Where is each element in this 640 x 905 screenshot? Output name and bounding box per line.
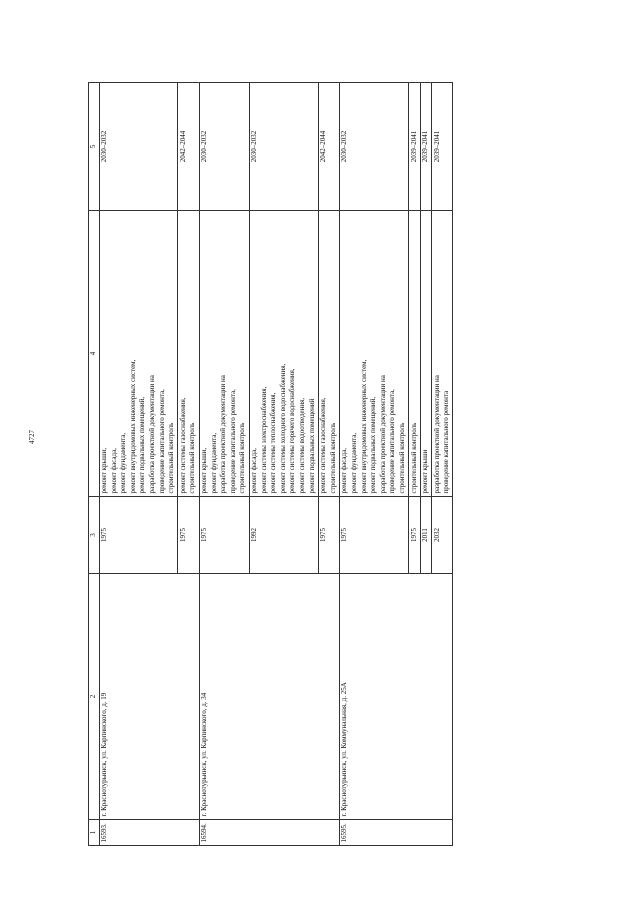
work-item: ремонт подвальных помещений — [307, 398, 316, 494]
period-cell: 2042–2044 — [178, 83, 199, 211]
work-item: строительный контроль — [397, 422, 406, 494]
work-item: ремонт системы водоотведения, — [297, 397, 306, 494]
works-cell — [249, 211, 318, 497]
year-cell: 1975 — [199, 497, 249, 574]
table-body — [89, 83, 453, 846]
work-item: строительный контроль — [328, 422, 337, 494]
entry-number: 16595. — [339, 820, 453, 846]
work-item: ремонт системы теплоснабжения, — [269, 392, 278, 494]
work-item: ремонт крыши, — [200, 447, 209, 494]
work-item: ремонт системы газоснабжения, — [319, 397, 328, 494]
column-number: 3 — [89, 497, 100, 574]
entry-address: г. Краснотурьинск, ул. Коммунальная, д. 25А — [339, 574, 453, 820]
work-item: ремонт фасада, — [250, 448, 258, 494]
works-cell — [339, 211, 408, 497]
year-cell: 2032 — [432, 497, 453, 574]
work-item: строительный контроль — [238, 422, 247, 494]
period-cell: 2039–2041 — [409, 83, 421, 211]
period-cell: 2030–2032 — [339, 83, 408, 211]
period-cell: 2030–2032 — [99, 83, 178, 211]
work-item: строительный контроль — [409, 422, 418, 494]
works-cell — [432, 211, 453, 497]
column-number: 2 — [89, 574, 100, 820]
work-item: строительный контроль — [188, 422, 197, 494]
work-item: проведение капитального ремонта, — [388, 389, 397, 494]
period-cell: 2030–2032 — [249, 83, 318, 211]
repair-schedule-table — [88, 82, 453, 846]
work-item: проведение капитального ремонта, — [228, 389, 237, 494]
period-cell: 2039–2041 — [420, 83, 432, 211]
year-cell: 1975 — [99, 497, 178, 574]
work-item: ремонт фасада, — [109, 448, 118, 494]
year-cell: 1975 — [409, 497, 421, 574]
work-item: разработка проектной документации на — [432, 375, 441, 494]
work-item: ремонт фундамента, — [209, 432, 218, 494]
period-cell: 2030–2032 — [199, 83, 249, 211]
entry-address: г. Краснотурьинск, ул. Карпинского, д. 19 — [99, 574, 199, 820]
work-item: ремонт внутридомовых инженерных систем, — [359, 359, 368, 494]
work-item: ремонт подвальных помещений, — [369, 396, 378, 494]
year-cell: 2011 — [420, 497, 432, 574]
works-cell — [99, 211, 178, 497]
work-item: ремонт системы горячего водоснабжения, — [288, 368, 297, 494]
work-item: ремонт системы электроснабжения, — [259, 386, 268, 494]
works-cell — [199, 211, 249, 497]
work-item: ремонт крыши — [421, 449, 430, 494]
period-cell: 2042–2044 — [318, 83, 339, 211]
work-item: строительный контроль — [167, 422, 176, 494]
works-cell — [318, 211, 339, 497]
work-item: ремонт фундамента, — [119, 432, 128, 494]
table-row — [339, 83, 408, 846]
entry-address: г. Краснотурьинск, ул. Карпинского, д. 34 — [199, 574, 339, 820]
year-cell: 1975 — [178, 497, 199, 574]
table-row — [199, 83, 249, 846]
works-cell — [178, 211, 199, 497]
year-cell: 1992 — [249, 497, 318, 574]
table-wrapper — [88, 83, 518, 846]
work-item: ремонт фундамента, — [349, 432, 358, 494]
work-item: проведение капитального ремонта, — [157, 389, 166, 494]
entry-number: 16593. — [99, 820, 199, 846]
year-cell: 1975 — [318, 497, 339, 574]
column-number: 5 — [89, 83, 100, 211]
page-number: 4727 — [28, 430, 36, 444]
table-row — [99, 83, 178, 846]
work-item: ремонт подвальных помещений, — [138, 396, 147, 494]
year-cell: 1975 — [339, 497, 408, 574]
work-item: разработка проектной документации на — [219, 375, 228, 494]
work-item: ремонт системы холодного водоснабжения, — [278, 363, 287, 494]
column-number-row — [89, 83, 100, 846]
column-number: 1 — [89, 820, 100, 846]
work-item: ремонт внутридомовых инженерных систем, — [128, 359, 137, 494]
work-item: проведение капитального ремонта — [442, 390, 451, 494]
work-item: ремонт системы газоснабжения, — [178, 397, 187, 494]
work-item: ремонт крыши, — [100, 447, 109, 494]
period-cell: 2039–2041 — [432, 83, 453, 211]
column-number: 4 — [89, 211, 100, 497]
work-item: разработка проектной документации на — [378, 375, 387, 494]
table-rotated — [88, 83, 518, 846]
work-item: разработка проектной документации на — [148, 375, 157, 494]
works-cell — [420, 211, 432, 497]
entry-number: 16594. — [199, 820, 339, 846]
work-item: ремонт фасада, — [340, 448, 349, 494]
works-cell — [409, 211, 421, 497]
